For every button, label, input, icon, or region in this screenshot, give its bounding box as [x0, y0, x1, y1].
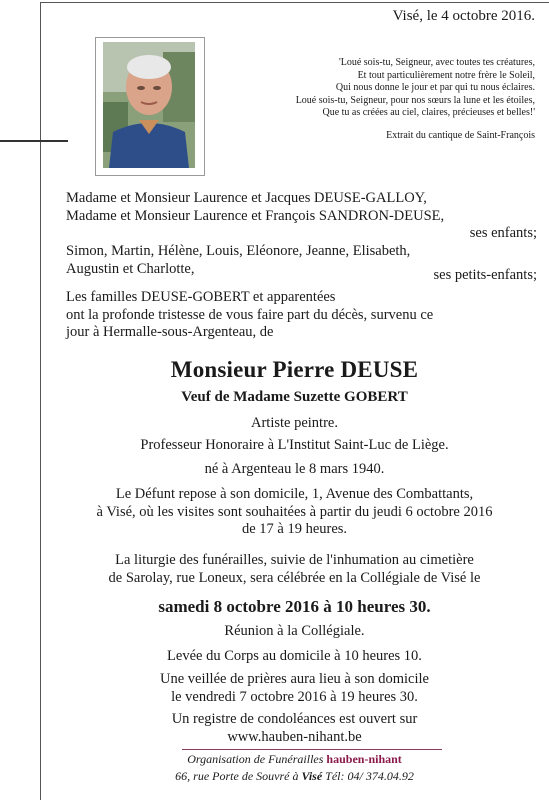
- announcement: [66, 289, 433, 342]
- announcement-line: jour à Hermalle-sous-Argenteau, de: [66, 324, 274, 340]
- poem-source: Extrait du cantique de Saint-François: [386, 130, 535, 141]
- register-info: [40, 711, 549, 746]
- footer-org: [40, 752, 549, 767]
- rest-line: de 17 à 19 heures.: [241, 521, 348, 537]
- grandchildren-line: Simon, Martin, Hélène, Louis, Eléonore, Jeanne, Elisabeth,: [66, 243, 411, 259]
- liturgy-info: [40, 552, 549, 587]
- liturgy-line: de Sarolay, rue Loneux, sera célébrée en la Collégiale de Visé le: [108, 569, 481, 586]
- poem-line: Que tu as créées au ciel, claires, précieuses et belles!': [322, 107, 535, 119]
- footer-org-prefix: Organisation de Funérailles: [187, 752, 324, 766]
- portrait-photo: [103, 42, 195, 168]
- poem-line: Et tout particulièrement notre frère le Soleil,: [357, 69, 535, 81]
- grandchildren-line: Augustin et Charlotte,: [66, 260, 195, 277]
- children-label: ses enfants;: [469, 225, 537, 241]
- poem-line: Loué sois-tu, Seigneur, pour nos sœurs la lune et les étoiles,: [295, 94, 535, 106]
- grandchildren-label: ses petits-enfants;: [433, 267, 537, 283]
- footer-address: [40, 769, 549, 784]
- poem: [215, 57, 535, 120]
- liturgy-line: La liturgie des funérailles, suivie de l'inhumation au cimetière: [115, 552, 474, 568]
- children-line: Madame et Monsieur Laurence et Jacques DEUSE-GALLOY,: [66, 190, 427, 206]
- children-names: [66, 190, 444, 225]
- portrait-image-icon: [103, 42, 195, 168]
- footer-city: Visé: [301, 769, 323, 783]
- children-line: Madame et Monsieur Laurence et François SANDRON-DEUSE,: [66, 207, 445, 224]
- footer-divider: [182, 749, 442, 750]
- footer-phone: Tél: 04/ 374.04.92: [325, 769, 414, 783]
- rest-line: à Visé, où les visites sont souhaitées à partir du jeudi 6 octobre 2016: [96, 503, 493, 520]
- vigil-line: Une veillée de prières aura lieu à son domicile: [160, 671, 429, 687]
- frame-top-border: [40, 2, 549, 3]
- profession: Artiste peintre.: [251, 415, 338, 431]
- footer-address-prefix: 66, rue Porte de Souvré à: [175, 769, 299, 783]
- vigil-info: [40, 671, 549, 706]
- rest-info: [40, 486, 549, 539]
- birth-info: né à Argenteau le 8 mars 1940.: [204, 461, 385, 477]
- deceased-name: Monsieur Pierre DEUSE: [170, 357, 419, 382]
- notice-date: Visé, le 4 octobre 2016.: [392, 8, 535, 24]
- register-line: Un registre de condoléances est ouvert sur: [171, 711, 418, 727]
- cross-bar-icon: [0, 140, 68, 142]
- poem-line: Qui nous donne le jour et par qui tu nous éclaires.: [335, 82, 535, 94]
- vigil-line: le vendredi 7 octobre 2016 à 19 heures 30.: [171, 688, 418, 705]
- footer-brand: hauben-nihant: [326, 752, 402, 766]
- rest-line: Le Défunt repose à son domicile, 1, Avenue des Combattants,: [115, 486, 474, 502]
- levee-info: Levée du Corps au domicile à 10 heures 10.: [167, 648, 422, 664]
- register-url: www.hauben-nihant.be: [227, 728, 362, 745]
- professor-title: Professeur Honoraire à L'Institut Saint-Luc de Liège.: [140, 437, 449, 453]
- ceremony-date: samedi 8 octobre 2016 à 10 heures 30.: [158, 597, 431, 616]
- announcement-line: ont la profonde tristesse de vous faire part du décès, survenu ce: [66, 306, 434, 323]
- meeting-info: Réunion à la Collégiale.: [224, 623, 365, 639]
- announcement-line: Les familles DEUSE-GOBERT et apparentées: [66, 289, 336, 305]
- widow-of: Veuf de Madame Suzette GOBERT: [181, 389, 408, 405]
- poem-line: 'Loué sois-tu, Seigneur, avec toutes tes créatures,: [338, 57, 535, 68]
- grandchildren-names: [66, 243, 410, 278]
